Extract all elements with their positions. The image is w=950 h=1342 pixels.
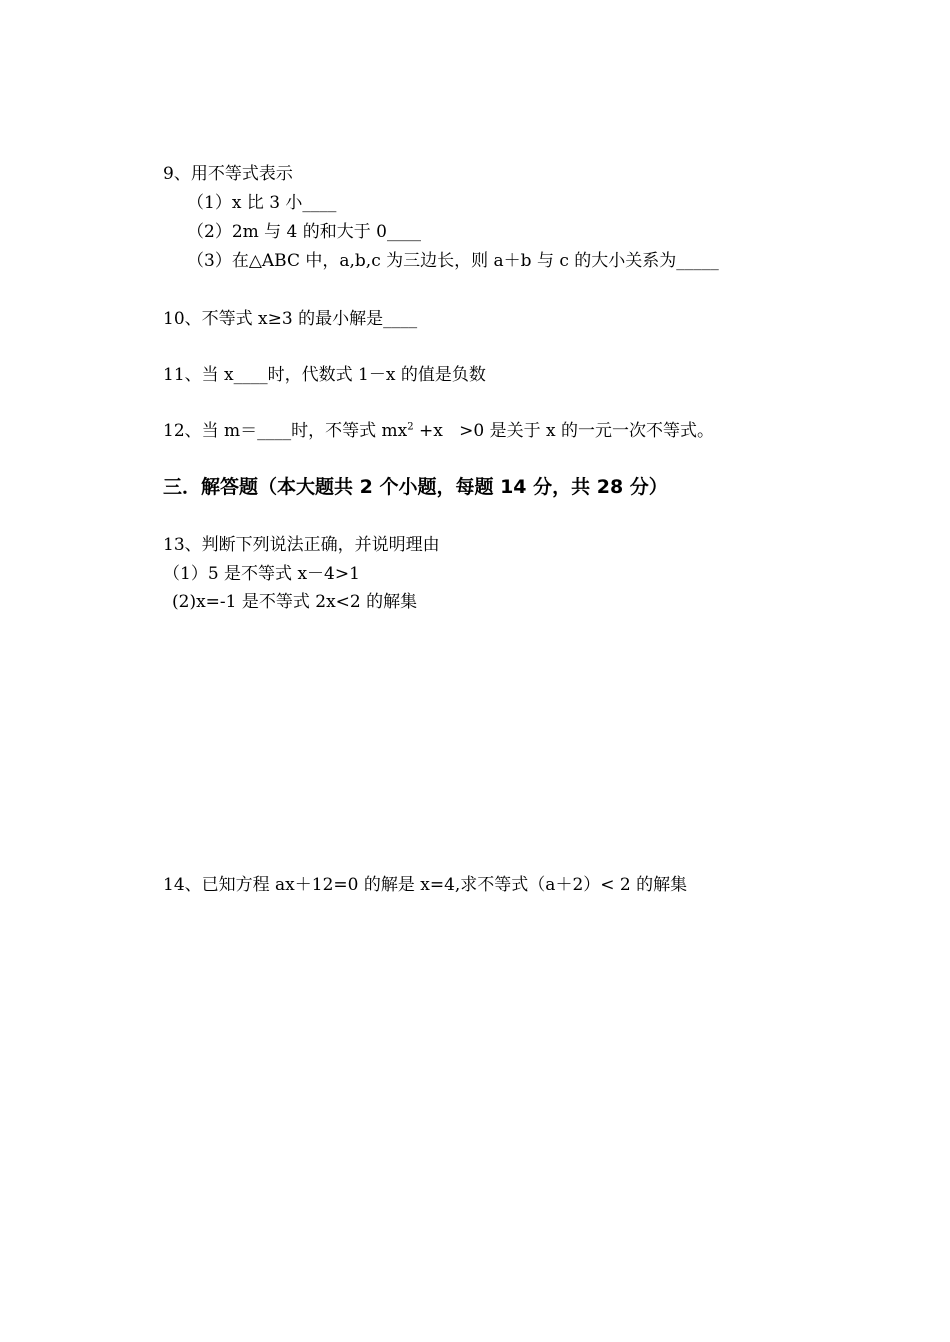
q13-stem: 13、判断下列说法正确，并说明理由 bbox=[163, 535, 440, 555]
q9-stem: 9、用不等式表示 bbox=[163, 164, 293, 184]
q9-part2: （2）2m 与 4 的和大于 0____ bbox=[187, 222, 421, 242]
q11-text: 11、当 x____时，代数式 1－x 的值是负数 bbox=[163, 365, 486, 385]
section3-heading: 三．解答题（本大题共 2 个小题，每题 14 分，共 28 分） bbox=[163, 476, 668, 498]
q10-text: 10、不等式 x≥3 的最小解是____ bbox=[163, 309, 418, 329]
q9-part1: （1）x 比 3 小____ bbox=[187, 193, 337, 213]
q12-exponent: 2 bbox=[407, 421, 414, 433]
q14-text: 14、已知方程 ax＋12=0 的解是 x=4,求不等式（a＋2）< 2 的解集 bbox=[163, 875, 688, 895]
q13-part2: (2)x=-1 是不等式 2x<2 的解集 bbox=[172, 592, 418, 612]
q12-before: 12、当 m＝____时，不等式 mx bbox=[163, 421, 408, 441]
q12-after: +x >0 是关于 x 的一元一次不等式。 bbox=[413, 421, 714, 441]
q12-text bbox=[163, 420, 714, 442]
q9-part3: （3）在△ABC 中，a,b,c 为三边长，则 a＋b 与 c 的大小关系为_____ bbox=[187, 251, 719, 271]
q13-part1: （1）5 是不等式 x－4>1 bbox=[163, 564, 360, 584]
